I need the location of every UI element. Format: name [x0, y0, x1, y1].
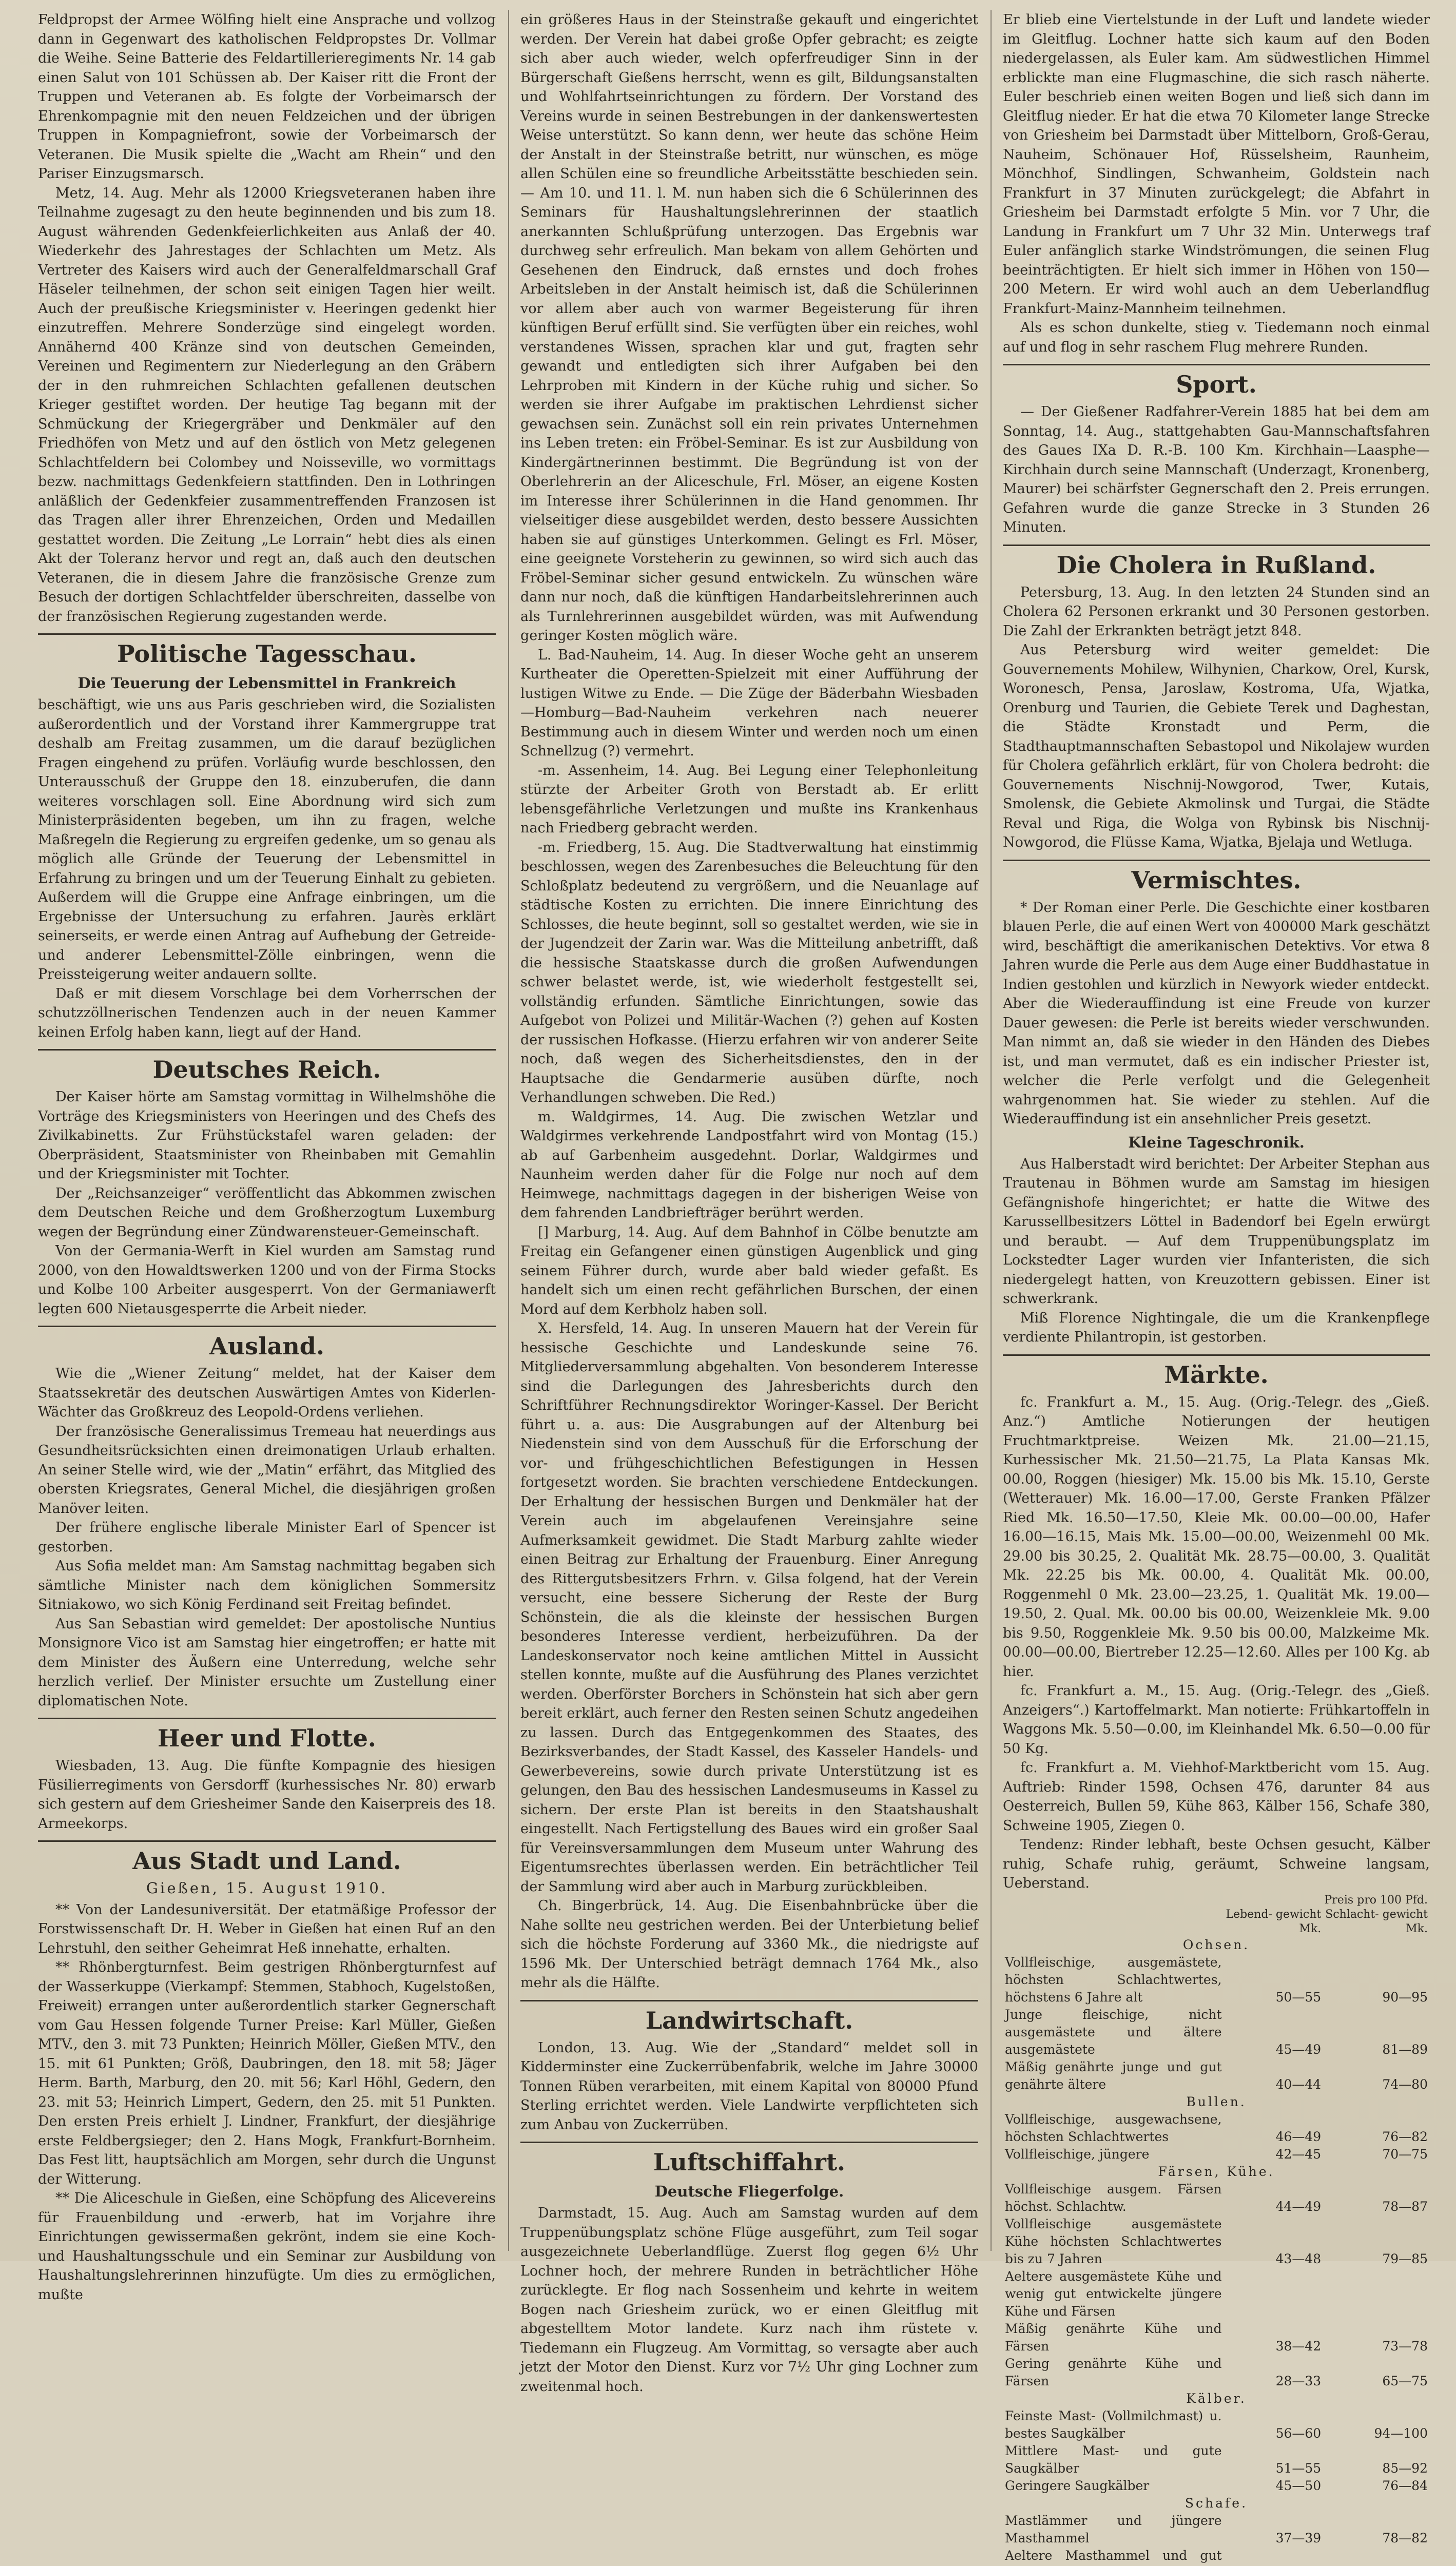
- article-paragraph: X. Hersfeld, 14. Aug. In unseren Mauern hat der Verein für hessische Geschichte und Landeskunde seine 76. Mitgliederversammlung abgehalten. Von besonderem Interesse sind die Darlegungen des Jahresberichts durch den Schriftführer Rechnungsdirektor Woringer-Kassel. Der Bericht führt u. a. aus: Die Ausgrabungen auf der Altenburg bei Niedenstein sind von dem Ausschuß für die Erforschung der vor- und frühgeschichtlichen Befestigungen in Hessen fortgesetzt worden. Sie brachten verschiedene Entdeckungen. Der Erhaltung der hessischen Burgen und Denkmäler hat der Verein auch im abgelaufenen Vereinsjahre seine Aufmerksamkeit gewidmet. Die Stadt Marburg zahlte wieder einen Beitrag zur Erhaltung der Frauenburg. Einer Anregung des Rittergutsbesitzers Frhrn. v. Gilsa folgend, hat der Verein versucht, eine bessere Sicherung der Reste der Burg Schönstein, die als die kleinste der hessischen Burgen besonderes Interesse verdient, herbeizuführen. Da der Landeskonservator noch keine amtlichen Mittel in Aussicht stellen konnte, mußte auf die Ausführung des Planes verzichtet werden. Oberförster Borchers in Schönstein hat sich aber gern bereit erklärt, auch ferner den Resten seinen Schutz angedeihen zu lassen. Durch das Entgegenkommen des Staates, des Bezirksverbandes, der Stadt Kassel, des Kasseler Handels- und Gewerbevereins, sowie durch private Unterstützung ist es gelungen, den Bau des hessischen Landesmuseums in Kassel zu sichern. Der erste Plan ist bereits in den Staatshaushalt eingestellt. Nach Fertigstellung des Baues wird ein großer Saal für Vereinsversammlungen dem Museum unter Wahrung des Eigentumsrechtes überlassen werden. Ein beträchtlicher Teil der Sammlung wird aber auch in Marburg zurückbleiben.: [520, 1319, 978, 1896]
- table-row: [1003, 2111, 1430, 2146]
- table-row: [1003, 2146, 1430, 2163]
- article-paragraph: Wie die „Wiener Zeitung“ meldet, hat der Kaiser dem Staatssekretär des deutschen Auswärtigen Amtes von Kiderlen-Wächter das Großkreuz des Leopold-Ordens verliehen.: [38, 1364, 496, 1422]
- table-group-row: [1003, 1936, 1430, 1954]
- table-header-label: Preis pro 100 Pfd.: [1224, 1893, 1430, 1908]
- table-row: [1003, 2407, 1430, 2442]
- table-row: [1003, 2442, 1430, 2477]
- dateline: Gießen, 15. August 1910.: [38, 1879, 496, 1898]
- article-paragraph: — Der Gießener Radfahrer-Verein 1885 hat bei dem am Sonntag, 14. Aug., stattgehabten Gau-Mannschaftsfahren des Gaues IXa D. R.-B. 100 Km. Kirchhain—Laasphe—Kirchhain durch seine Mannschaft (Underzagt, Kronenberg, Maurer) bei schärfster Gegnerschaft den 2. Preis errungen. Gefahren wurde die ganze Strecke in 3 Stunden 26 Minuten.: [1003, 402, 1430, 537]
- section-heading-ausland: Ausland.: [38, 1326, 496, 1362]
- table-cell-schlacht: 70—75: [1323, 2146, 1430, 2163]
- article-paragraph: Von der Germania-Werft in Kiel wurden am Samstag rund 2000, von den Howaldtswerken 1200 und von der Firma Stocks und Kolbe 100 Arbeiter ausgesperrt. Von der Germaniawerft legten 600 Nietausgesperrte die Arbeit nieder.: [38, 1241, 496, 1318]
- article-paragraph: Der französische Generalissimus Tremeau hat neuerdings aus Gesundheitsrücksichten einen dreimonatigen Urlaub erhalten. An seiner Stelle wird, wie der „Matin“ erfährt, das Mitglied des obersten Kriegsrates, General Michel, die diesjährigen großen Manöver leiten.: [38, 1422, 496, 1519]
- table-cell-label: Feinste Mast- (Vollmilchmast) u. bestes Saugkälber: [1003, 2407, 1224, 2442]
- section-heading-luftschiffahrt: Luftschiffahrt.: [520, 2142, 978, 2178]
- table-cell-lebend: 56—60: [1224, 2407, 1324, 2442]
- column-3: [996, 10, 1437, 2251]
- table-row: [1003, 2006, 1430, 2058]
- section-heading-reich: Deutsches Reich.: [38, 1049, 496, 1085]
- table-row: [1003, 2547, 1430, 2566]
- article-paragraph: Der Kaiser hörte am Samstag vormittag in Wilhelmshöhe die Vorträge des Kriegsministers von Heeringen und des Chefs des Zivilkabinetts. Zur Frühstückstafel waren geladen: der Oberpräsident, Staatsminister von Rheinbaben mit Gemahlin und der Kriegsminister mit Tochter.: [38, 1087, 496, 1184]
- table-cell-lebend: 40—44: [1224, 2058, 1324, 2093]
- table-cell-label: Mäßig genährte junge und gut genährte ältere: [1003, 2058, 1224, 2093]
- article-paragraph: ** Rhönbergturnfest. Beim gestrigen Rhönbergturnfest auf der Wasserkuppe (Vierkampf: Stemmen, Stabhoch, Kugelstoßen, Freiweit) errangen unter außerordentlich starker Gegnerschaft vom Gau Hessen folgende Turner Preise: Karl Müller, Gießen MTV., den 3. mit 73 Punkten; Heinrich Möller, Gießen MTV., den 15. mit 61 Punkten; Größ, Daubringen, den 18. mit 58; Jäger Herm. Barth, Marburg, den 20. mit 56; Karl Höhl, Gedern, den 23. mit 53; Heinrich Limpert, Gedern, den 25. mit 51 Punkten. Den ersten Preis erhielt J. Lindner, Frankfurt, der diesjährige erste Feldbergsieger; den 2. Hans Mogk, Frankfurt-Bornheim. Das Fest litt, hauptsächlich am Morgen, sehr durch die Ungunst der Witterung.: [38, 1958, 496, 2189]
- column-rule: [991, 10, 992, 2251]
- section-heading-sport: Sport.: [1003, 364, 1430, 400]
- article-paragraph: Aus Petersburg wird weiter gemeldet: Die Gouvernements Mohilew, Wilhynien, Charkow, Orel, Kursk, Woronesch, Pensa, Jaroslaw, Kostroma, Ufa, Wjatka, Orenburg und Taurien, die Gebiete Terek und Daghestan, die Städte Kronstadt und Perm, die Stadthauptmannschaften Sebastopol und Nikolajew wurden für Cholera gefährlich erklärt, für von Cholera bedroht: die Gouvernements Nischnij-Nowgorod, Twer, Kutais, Smolensk, die Gebiete Akmolinsk und Turgai, die Städte Reval und Riga, die Wolga von Rybinsk bis Nischnij-Nowgorod, die Flüsse Kama, Wjatka, Bjelaja und Wetluga.: [1003, 640, 1430, 852]
- article-paragraph: * Der Roman einer Perle. Die Geschichte einer kostbaren blauen Perle, die auf einen Wert von 400000 Mark geschätzt wird, beschäftigt die amerikanischen Detektivs. Vor etwa 8 Jahren wurde die Perle aus dem Auge einer Buddhastatue in Indien gestohlen und kürzlich in Newyork wieder entdeckt. Aber die Wiederauffindung ist eine Freude von kurzer Dauer gewesen: die Perle ist bereits wieder verschwunden. Man nimmt an, daß sie wieder in den Händen des Diebes ist, und man vermutet, daß es ein indischer Priester ist, welcher die Perle verfolgt und die Gelegenheit wahrgenommen hat. Sie wieder zu stehlen. Auf die Wiederauffindung ist ein ansehnlicher Preis gesetzt.: [1003, 898, 1430, 1129]
- article-paragraph: Daß er mit diesem Vorschlage bei dem Vorherrschen der schutzzöllnerischen Tendenzen auch in der neuen Kammer keinen Erfolg haben kann, liegt auf der Hand.: [38, 984, 496, 1042]
- table-cell-schlacht: 79—85: [1323, 2215, 1430, 2268]
- table-cell-schlacht: 94—100: [1323, 2407, 1430, 2442]
- section-heading-maerkte: Märkte.: [1003, 1354, 1430, 1391]
- table-row: [1003, 2320, 1430, 2355]
- table-cell-label: Vollfleischige ausgem. Färsen höchst. Schlachtw.: [1003, 2181, 1224, 2215]
- article-paragraph: Der „Reichsanzeiger“ veröffentlicht das Abkommen zwischen dem Deutschen Reiche und dem Großherzogtum Luxemburg wegen der Begründung einer Zündwarensteuer-Gemeinschaft.: [38, 1184, 496, 1242]
- table-cell-label: Geringere Saugkälber: [1003, 2477, 1224, 2495]
- table-cell-schlacht: 73—78: [1323, 2320, 1430, 2355]
- table-cell-schlacht: 65—75: [1323, 2355, 1430, 2390]
- table-cell-schlacht: 81—89: [1323, 2006, 1430, 2058]
- article-paragraph: Der frühere englische liberale Minister Earl of Spencer ist gestorben.: [38, 1518, 496, 1557]
- table-cell-lebend: 45—49: [1224, 2006, 1324, 2058]
- table-cell-label: Junge fleischige, nicht ausgemästete und ältere ausgemästete: [1003, 2006, 1224, 2058]
- table-cell-lebend: 45—50: [1224, 2477, 1324, 2495]
- article-paragraph: fc. Frankfurt a. M., 15. Aug. (Orig.-Telegr. des „Gieß. Anz.“) Amtliche Notierungen der heutigen Fruchtmarktpreise. Weizen Mk. 21.00—21.15, Kurhessischer Mk. 21.50—21.75, La Plata Kansas Mk. 00.00, Roggen (hiesiger) Mk. 15.00 bis Mk. 15.10, Gerste (Wetterauer) Mk. 16.00—17.00, Gerste Franken Pfälzer Ried Mk. 16.50—17.50, Kleie Mk. 00.00—00.00, Hafer 16.00—16.15, Mais Mk. 15.00—00.00, Weizenmehl 00 Mk. 29.00 bis 30.25, 2. Qualität Mk. 28.75—00.00, 3. Qualität Mk. 22.25 bis Mk. 00.00, 4. Qualität Mk. 00.00, Roggenmehl 0 Mk. 23.00—23.25, 1. Qualität Mk. 19.00—19.50, 2. Qual. Mk. 00.00 bis 00.00, Weizenkleie Mk. 9.00 bis 9.50, Roggenkleie Mk. 9.50 bis 00.00, Malzkeime Mk. 00.00—00.00, Biertreber 12.25—12.60. Alles per 100 Kg. ab hier.: [1003, 1393, 1430, 1682]
- table-cell-lebend: 28—33: [1224, 2355, 1324, 2390]
- column-2: [513, 10, 985, 2251]
- article-subheading: Kleine Tageschronik.: [1003, 1132, 1430, 1153]
- table-group-label: Schafe.: [1003, 2495, 1430, 2512]
- article-paragraph: Tendenz: Rinder lebhaft, beste Ochsen gesucht, Kälber ruhig, Schafe ruhig, geräumt, Schweine langsam, Ueberstand.: [1003, 1835, 1430, 1893]
- column-1: [31, 10, 503, 2251]
- article-paragraph: m. Waldgirmes, 14. Aug. Die zwischen Wetzlar und Waldgirmes verkehrende Landpostfahrt wird von Montag (15.) ab auf Garbenheim ausgedehnt. Dorlar, Waldgirmes und Naunheim werden daher für die Folge nur noch auf dem Heimwege, nachmittags dagegen in der bisherigen Weise von dem fahrenden Landbriefträger berührt werden.: [520, 1107, 978, 1223]
- table-cell-lebend: 38—42: [1224, 2320, 1324, 2355]
- table-row: [1003, 2215, 1430, 2268]
- table-row: [1003, 2477, 1430, 2495]
- article-paragraph: Ch. Bingerbrück, 14. Aug. Die Eisenbahnbrücke über die Nahe sollte neu gestrichen werden. Bei der Unterbietung belief sich die höchste Forderung auf 3360 Mk., die niedrigste auf 1596 Mk. Der Unterschied beträgt demnach 1764 Mk., also mehr als die Hälfte.: [520, 1896, 978, 1993]
- table-cell-label: Mäßig genährte Kühe und Färsen: [1003, 2320, 1224, 2355]
- table-cell-schlacht: 74—80: [1323, 2058, 1430, 2093]
- table-cell-schlacht: 78—82: [1323, 2512, 1430, 2547]
- table-row: [1003, 2268, 1430, 2320]
- table-row: [1003, 2355, 1430, 2390]
- table-cell-schlacht: [1323, 2268, 1430, 2320]
- section-heading-landwirtschaft: Landwirtschaft.: [520, 2000, 978, 2036]
- table-header-spacer: [1003, 1922, 1224, 1936]
- section-heading-vermischtes: Vermischtes.: [1003, 860, 1430, 896]
- table-header-spacer: [1003, 1893, 1224, 1908]
- article-paragraph: Er blieb eine Viertelstunde in der Luft und landete wieder im Gleitflug. Lochner hatte sich kaum auf den Boden niedergelassen, als Euler kam. Am südwestlichen Himmel erblickte man eine Flugmaschine, die sich rasch näherte. Euler beschrieb einen weiten Bogen und ließ sich dann im Gleitflug nieder. Er hat die etwa 70 Kilometer lange Strecke von Griesheim bei Darmstadt über Mittelborn, Groß-Gerau, Nauheim, Schönauer Hof, Rüsselsheim, Raunheim, Mönchhof, Sindlingen, Schwanheim, Goldstein nach Frankfurt in 37 Minuten zurückgelegt; die Abfahrt in Griesheim bei Darmstadt erfolgte 5 Min. vor 7 Uhr, die Landung in Frankfurt um 7 Uhr 32 Min. Unterwegs traf Euler anfänglich starke Windströmungen, die seinen Flug beeinträchtigten. Er hielt sich immer in Höhen von 150—200 Metern. Er wird wohl auch an dem Ueberlandflug Frankfurt-Mainz-Mannheim teilnehmen.: [1003, 10, 1430, 318]
- table-cell-lebend: 43—48: [1224, 2215, 1324, 2268]
- article-subheading: Die Teuerung der Lebensmittel in Frankreich: [38, 673, 496, 693]
- article-paragraph: Metz, 14. Aug. Mehr als 12000 Kriegsveteranen haben ihre Teilnahme zugesagt zu den heute beginnenden und bis zum 18. August währenden Gedenkfeierlichkeiten aus Anlaß der 40. Wiederkehr des Jahrestages der Schlachten um Metz. Als Vertreter des Kaisers wird auch der Generalfeldmarschall Graf Häseler teilnehmen, der schon seit einigen Tagen hier weilt. Auch der preußische Kriegsminister v. Heeringen gedenkt hier einzutreffen. Mehrere Sonderzüge sind eingelegt worden. Annähernd 400 Kränze sind von deutschen Gemeinden, Vereinen und Regimentern zur Niederlegung an den Gräbern der in den ruhmreichen Schlachten gefallenen deutschen Krieger gestiftet worden. Der heutige Tag begann mit der Schmückung der Kriegergräber und Denkmäler auf den Friedhöfen von Metz und auf den östlich von Metz gelegenen Schlachtfeldern bei Colombey und Noisseville, wo vormittags bezw. nachmittags Gedenkfeiern stattfinden. Den in Lothringen anläßlich der Gedenkfeier zusammentreffenden Franzosen ist das Tragen aller ihrer Ehrenzeichen, Orden und Medaillen gestattet worden. Die Zeitung „Le Lorrain“ hebt dies als einen Akt der Toleranz hervor und regt an, daß auch den deutschen Veteranen, die in diesem Jahre die französische Grenze zum Besuch der dortigen Schlachtfelder überschreiten, dasselbe von der französischen Regierung zugestanden werde.: [38, 184, 496, 627]
- article-paragraph: Aus Sofia meldet man: Am Samstag nachmittag begaben sich sämtliche Minister nach dem königlichen Sommersitz Sitniakowo, wo sich König Ferdinand seit Freitag befindet.: [38, 1557, 496, 1615]
- section-heading-politik: Politische Tagesschau.: [38, 633, 496, 670]
- table-cell-schlacht: [1323, 2547, 1430, 2566]
- table-header-spacer: [1003, 1908, 1224, 1922]
- section-heading-cholera: Die Cholera in Rußland.: [1003, 545, 1430, 581]
- table-row: [1003, 2058, 1430, 2093]
- article-paragraph: ** Von der Landesuniversität. Der etatmäßige Professor der Forstwissenschaft Dr. H. Weber in Gießen hat einen Ruf an den Lehrstuhl, den seither Geheimrat Heß innehatte, erhalten.: [38, 1900, 496, 1958]
- table-cell-schlacht: 76—84: [1323, 2477, 1430, 2495]
- article-paragraph: ein größeres Haus in der Steinstraße gekauft und eingerichtet werden. Der Verein hat dabei große Opfer gebracht; es zeigte sich aber auch wieder, welch opferfreudiger Sinn in der Bürgerschaft Gießens herrscht, wenn es gilt, Bildungsanstalten und Wohlfahrtseinrichtungen zu fördern. Der Vorstand des Vereins wurde in seinen Bestrebungen in der dankenswertesten Weise unterstützt. So kann denn, wer heute das schöne Heim der Anstalt in der Steinstraße betritt, nur wünschen, es möge allen Schülen eine so freundliche Arbeitsstätte beschieden sein. — Am 10. und 11. l. M. nun haben sich die 6 Schülerinnen des Seminars für Haushaltungslehrerinnen der staatlich anerkannten Schlußprüfung unterzogen. Das Ergebnis war durchweg sehr erfreulich. Man bekam von allem Gehörten und Gesehenen den Eindruck, daß ernstes und doch frohes Arbeitsleben in der Anstalt heimisch ist, daß die Schülerinnen vor allem aber auch von warmer Begeisterung für ihren künftigen Beruf erfüllt sind. Sie verfügten über ein reiches, wohl verstandenes Wissen, sprachen klar und gut, fragten sehr gewandt und entledigten sich ihrer Aufgaben bei den Lehrproben mit Kindern in der Küche ruhig und sicher. So werden sie ihrer Aufgabe im praktischen Lehrdienst sicher gewachsen sein. Zunächst soll ein rein privates Unternehmen ins Leben treten: ein Fröbel-Seminar. Es ist zur Ausbildung von Kindergärtnerinnen bestimmt. Die Begründung ist von der Oberlehrerin an der Aliceschule, Frl. Möser, an eigene Kosten im Interesse ihrer Schülerinnen in die Hand genommen. Ihr vielseitiger diese ausgebildet werden, desto bessere Aussichten haben sie auf günstiges Unterkommen. Gelingt es Frl. Möser, eine geeignete Vorsteherin zu gewinnen, so wird sich auch das Fröbel-Seminar sicher gesund entwickeln. Zu wünschen wäre dann nur noch, daß die künftigen Handarbeitslehrerinnen auch als Turnlehrerinnen ausgebildet würden, was mit Aufwendung geringer Kosten möglich wäre.: [520, 10, 978, 646]
- table-cell-lebend: 44—49: [1224, 2181, 1324, 2215]
- table-cell-schlacht: 78—87: [1323, 2181, 1430, 2215]
- article-paragraph: fc. Frankfurt a. M. Viehhof-Marktbericht vom 15. Aug. Auftrieb: Rinder 1598, Ochsen 476, darunter 84 aus Oesterreich, Bullen 59, Kühe 863, Kälber 156, Schafe 380, Schweine 1905, Ziegen 0.: [1003, 1758, 1430, 1835]
- table-cell-schlacht: 85—92: [1323, 2442, 1430, 2477]
- table-cell-label: Vollfleischige, ausgemästete, höchsten Schlachtwertes, höchstens 6 Jahre alt: [1003, 1954, 1224, 2006]
- table-cell-schlacht: 76—82: [1323, 2111, 1430, 2146]
- table-cell-label: Vollfleischige, ausgewachsene, höchsten Schlachtwertes: [1003, 2111, 1224, 2146]
- table-group-label: Kälber.: [1003, 2390, 1430, 2407]
- table-header-cell: Lebend- gewicht: [1224, 1908, 1324, 1922]
- table-cell-label: Mastlämmer und jüngere Masthammel: [1003, 2512, 1224, 2547]
- article-subheading: Deutsche Fliegerfolge.: [520, 2181, 978, 2202]
- table-header-row: [1003, 1908, 1430, 1922]
- article-paragraph: fc. Frankfurt a. M., 15. Aug. (Orig.-Telegr. des „Gieß. Anzeigers“.) Kartoffelmarkt. Man notierte: Frühkartoffeln in Waggons Mk. 5.50—0.00, im Kleinhandel Mk. 6.50—0.00 für 50 Kg.: [1003, 1681, 1430, 1758]
- table-cell-lebend: 42—45: [1224, 2146, 1324, 2163]
- table-cell-label: Aeltere Masthammel und gut: [1003, 2547, 1224, 2566]
- article-paragraph: Wiesbaden, 13. Aug. Die fünfte Kompagnie des hiesigen Füsilierregiments von Gersdorff (kurhessisches Nr. 80) erwarb sich gestern auf dem Griesheimer Sande den Kaiserpreis des 18. Armeekorps.: [38, 1756, 496, 1833]
- article-paragraph: [] Marburg, 14. Aug. Auf dem Bahnhof in Cölbe benutzte am Freitag ein Gefangener einen günstigen Augenblick und ging seinem Führer durch, wurde aber bald wieder gefaßt. Es handelt sich um einen recht gefährlichen Burschen, der einen Mord auf dem Kerbholz haben soll.: [520, 1223, 978, 1319]
- article-paragraph: L. Bad-Nauheim, 14. Aug. In dieser Woche geht an unserem Kurtheater die Operetten-Spielzeit mit einer Aufführung der lustigen Witwe zu Ende. — Die Züge der Bäderbahn Wiesbaden—Homburg—Bad-Nauheim verkehren nach neuerer Bestimmung auch in diesem Winter und werden noch um einen Schnellzug (?) vermehrt.: [520, 646, 978, 761]
- article-paragraph: Darmstadt, 15. Aug. Auch am Samstag wurden auf dem Truppenübungsplatz schöne Flüge ausgeführt, zum Teil sogar ausgezeichnete Ueberlandflüge. Zuerst flog gegen 6½ Uhr Lochner hoch, der mehrere Runden in beträchtlicher Höhe zurücklegte. Er flog nach Sossenheim und kehrte in weitem Bogen nach Griesheim zurück, wo er einen Gleitflug mit abgestelltem Motor landete. Kurz nach ihm rüstete v. Tiedemann ein Flugzeug. Am Vormittag, so versagte aber auch jetzt der Motor den Dienst. Kurz vor 7½ Uhr ging Lochner zum zweitenmal hoch.: [520, 2204, 978, 2396]
- table-cell-schlacht: 90—95: [1323, 1954, 1430, 2006]
- article-paragraph: ** Die Aliceschule in Gießen, eine Schöpfung des Alicevereins für Frauenbildung und -erwerb, hat im Vorjahre ihre Einrichtungen gewissermaßen gekrönt, indem sie eine Koch- und Haushaltungsschule und ein Seminar zur Ausbildung von Haushaltungslehrerinnen hinzufügte. Um dies zu ermöglichen, mußte: [38, 2189, 496, 2304]
- section-heading-stadt: Aus Stadt und Land.: [38, 1840, 496, 1877]
- table-cell-label: Mittlere Mast- und gute Saugkälber: [1003, 2442, 1224, 2477]
- table-group-row: [1003, 2390, 1430, 2407]
- table-group-label: Ochsen.: [1003, 1936, 1430, 1954]
- article-paragraph: -m. Friedberg, 15. Aug. Die Stadtverwaltung hat einstimmig beschlossen, wegen des Zarenbesuches die Beleuchtung für den Schloßplatz bedeutend zu vergrößern, und die Neuanlage auf städtische Kosten zu errichten. Die innere Einrichtung des Schlosses, die heute beginnt, soll so gestaltet werden, wie sie in der Jugendzeit der Zarin war. Was die Mitteilung anbetrifft, daß die hessische Staatskasse durch die großen Aufwendungen schwer belastet werde, ist, wie wiederholt festgestellt sei, vollständig erfunden. Sämtliche Einrichtungen, sowie das Aufgebot von Polizei und Militär-Wachen (?) gehen auf Kosten der russischen Hofkasse. (Hierzu erfahren wir von anderer Seite noch, daß wegen des Sicherheitsdienstes, den in der Hauptsache die Gendarmerie ausüben dürfte, noch Verhandlungen schweben. Die Red.): [520, 838, 978, 1107]
- table-cell-lebend: 50—55: [1224, 1954, 1324, 2006]
- table-cell-lebend: [1224, 2547, 1324, 2566]
- article-paragraph: beschäftigt, wie uns aus Paris geschrieben wird, die Sozialisten außerordentlich und der Vorstand ihrer Kammergruppe trat deshalb am Freitag zusammen, um die darauf bezüglichen Fragen eingehend zu prüfen. Vorläufig wurde beschlossen, den Unterausschuß der Gruppe den 18. einzuberufen, die dann weiteres vorschlagen soll. Eine Abordnung wird sich zum Ministerpräsidenten begeben, um ihn zu fragen, welche Maßregeln die Regierung zu ergreifen gedenke, um so genau als möglich alle Gründe der Teuerung der Lebensmittel in Erfahrung zu bringen und um der Teuerung Einhalt zu gebieten. Außerdem will die Gruppe eine Anfrage einbringen, um die Ergebnisse der Untersuchung zu erfahren. Jaurès erklärt seinerseits, er werde einen Antrag auf Aufhebung der Getreide- und anderer Lebensmittel-Zölle einbringen, wenn die Preissteigerung weiter andauern sollte.: [38, 695, 496, 984]
- article-paragraph: Aus San Sebastian wird gemeldet: Der apostolische Nuntius Monsignore Vico ist am Samstag hier eingetroffen; er hatte mit dem Minister des Äußern eine Unterredung, welche sehr herzlich verlief. Der Minister ersuchte um Zustellung einer diplomatischen Note.: [38, 1615, 496, 1711]
- table-cell-lebend: 46—49: [1224, 2111, 1324, 2146]
- table-cell-label: Gering genährte Kühe und Färsen: [1003, 2355, 1224, 2390]
- table-cell-lebend: 51—55: [1224, 2442, 1324, 2477]
- table-header-unit: Mk.: [1323, 1922, 1430, 1936]
- table-cell-lebend: 37—39: [1224, 2512, 1324, 2547]
- article-paragraph: Als es schon dunkelte, stieg v. Tiedemann noch einmal auf und flog in sehr raschem Flug mehrere Runden.: [1003, 318, 1430, 357]
- table-header-cell: Schlacht- gewicht: [1323, 1908, 1430, 1922]
- table-group-label: Bullen.: [1003, 2093, 1430, 2111]
- table-header-unit: Mk.: [1224, 1922, 1324, 1936]
- table-cell-label: Vollfleischige, jüngere: [1003, 2146, 1224, 2163]
- section-heading-heer: Heer und Flotte.: [38, 1718, 496, 1754]
- table-group-row: [1003, 2093, 1430, 2111]
- article-paragraph: London, 13. Aug. Wie der „Standard“ meldet soll in Kidderminster eine Zuckerrübenfabrik, welche im Jahre 30000 Tonnen Rüben verarbeiten, mit einem Kapital von 80000 Pfund Sterling errichtet werden. Viele Landwirte verpflichteten sich zum Anbau von Zuckerrüben.: [520, 2038, 978, 2135]
- table-row: [1003, 2181, 1430, 2215]
- table-row: [1003, 2512, 1430, 2547]
- table-cell-lebend: [1224, 2268, 1324, 2320]
- article-paragraph: Miß Florence Nightingale, die um die Krankenpflege verdiente Philantropin, ist gestorben.: [1003, 1309, 1430, 1347]
- table-header-row: [1003, 1893, 1430, 1908]
- table-group-label: Färsen, Kühe.: [1003, 2163, 1430, 2181]
- article-paragraph: Feldpropst der Armee Wölfing hielt eine Ansprache und vollzog dann in Gegenwart des katholischen Feldpropstes Dr. Vollmar die Weihe. Seine Batterie des Feldartillerieregiments Nr. 14 gab einen Salut von 101 Schüssen ab. Der Kaiser ritt die Front der Truppen und Veteranen ab. Es folgte der Vorbeimarsch der Ehrenkompagnie mit den neuen Feldzeichen und der übrigen Truppen in Kompagniefront, sowie der Vorbeimarsch der Veteranen. Die Musik spielte die „Wacht am Rhein“ und den Pariser Einzugsmarsch.: [38, 10, 496, 184]
- table-header-row: [1003, 1922, 1430, 1936]
- article-paragraph: Petersburg, 13. Aug. In den letzten 24 Stunden sind an Cholera 62 Personen erkrankt und 30 Personen gestorben. Die Zahl der Erkrankten beträgt jetzt 848.: [1003, 583, 1430, 641]
- column-rule: [508, 10, 509, 2251]
- table-cell-label: Vollfleischige ausgemästete Kühe höchsten Schlachtwertes bis zu 7 Jahren: [1003, 2215, 1224, 2268]
- table-cell-label: Aeltere ausgemästete Kühe und wenig gut entwickelte jüngere Kühe und Färsen: [1003, 2268, 1224, 2320]
- table-group-row: [1003, 2495, 1430, 2512]
- livestock-price-table: [1003, 1893, 1430, 2566]
- table-row: [1003, 1954, 1430, 2006]
- table-group-row: [1003, 2163, 1430, 2181]
- article-paragraph: Aus Halberstadt wird berichtet: Der Arbeiter Stephan aus Trautenau in Böhmen wurde am Samstag im hiesigen Gefängnishofe hingerichtet; er hatte die Witwe des Karussellbesitzers Löttel in Badendorf bei Egeln erwürgt und beraubt. — Auf dem Truppenübungsplatz im Lockstedter Lager wurden vier Infanteristen, die sich niedergelegt hatten, von Kreuzottern gebissen. Einer ist schwerkrank.: [1003, 1155, 1430, 1309]
- article-paragraph: -m. Assenheim, 14. Aug. Bei Legung einer Telephonleitung stürzte der Arbeiter Groth von Berstadt ab. Er erlitt lebensgefährliche Verletzungen und mußte ins Krankenhaus nach Friedberg gebracht werden.: [520, 761, 978, 838]
